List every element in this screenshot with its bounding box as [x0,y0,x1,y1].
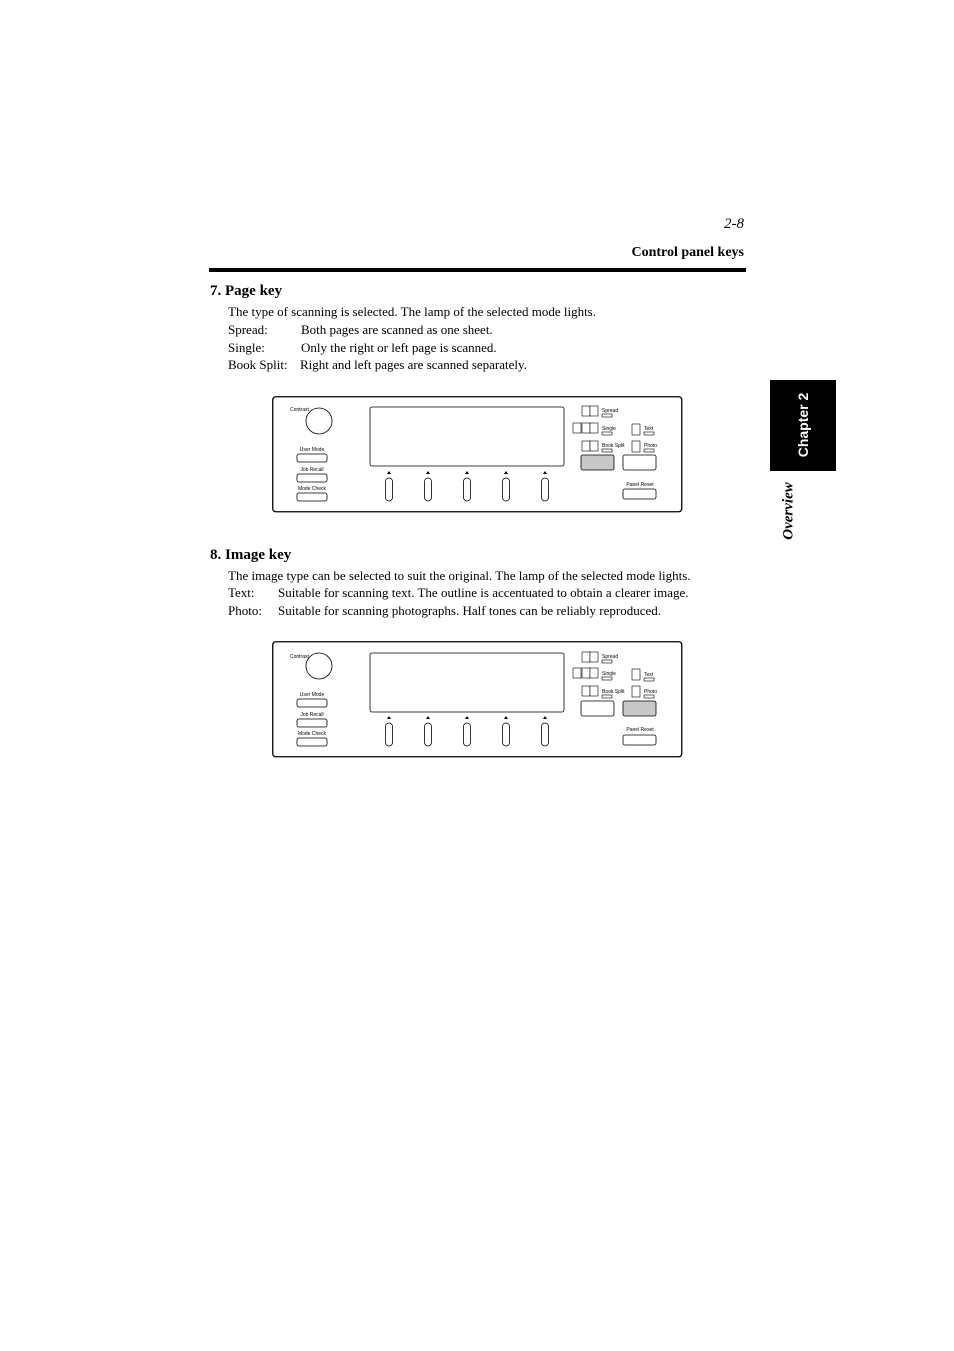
overview-label: Overview [780,482,797,540]
panel-reset-button [623,489,656,499]
book-split-icon-right [590,441,598,451]
user-mode-button [297,454,327,462]
user-mode-button [297,699,327,707]
text-label: Text [644,672,654,678]
panel-reset-label: Panel Reset [626,727,654,733]
function-key-5 [542,723,549,746]
page-number: 2-8 [724,216,744,232]
user-mode-label: User Mode [299,692,325,698]
image-key-intro: The image type can be selected to suit the original. The lamp of the selected mode lights. [228,568,691,583]
control-panel-figure-image-key [272,641,684,759]
job-recall-button [297,474,327,482]
contrast-dial [306,653,332,679]
single-label: Single [602,671,616,677]
photo-lamp [644,449,654,452]
contrast-dial [306,408,332,434]
definition-text [228,584,689,602]
control-panel-figure-page-key [272,396,684,514]
single-icon-mid [582,423,590,433]
user-mode-label: User Mode [299,447,325,453]
function-key-5 [542,478,549,501]
single-icon-left [573,668,581,678]
function-key-4 [503,478,510,501]
term-book-split: Book Split: [228,357,288,372]
desc-book-split: Right and left pages are scanned separately. [300,357,527,372]
image-key-heading: 8. Image key [210,547,292,563]
photo-label: Photo [644,689,658,695]
mode-check-label: Mode Check [297,486,327,492]
term-photo: Photo: [228,603,262,618]
desc-single: Only the right or left page is scanned. [301,340,497,355]
desc-spread: Both pages are scanned as one sheet. [301,322,493,337]
header-rule [209,268,746,272]
text-icon [632,669,640,680]
book-split-lamp [602,449,612,452]
function-key-4 [503,723,510,746]
spread-lamp [602,660,612,663]
spread-icon-right [590,652,598,662]
desc-photo: Suitable for scanning photographs. Half tones can be reliably reproduced. [278,603,662,618]
page-key [581,701,614,716]
term-single: Single: [228,340,265,355]
contrast-label: Contrast [290,654,309,660]
photo-icon [632,441,640,452]
text-lamp [644,678,654,681]
single-icon-right [590,668,598,678]
function-key-2 [425,478,432,501]
spread-icon-right [590,406,598,416]
panel-reset-label: Panel Reset [626,482,654,488]
book-split-icon-left [582,686,590,696]
definition-single [228,339,497,357]
contrast-label: Contrast [290,407,309,413]
definition-book-split [228,356,527,374]
function-key-3 [464,723,471,746]
book-split-label: Book Split [602,689,625,695]
photo-lamp [644,695,654,698]
page-key-heading: 7. Page key [210,283,283,299]
single-lamp [602,432,612,435]
single-label: Single [602,426,616,432]
text-icon [632,424,640,435]
spread-label: Spread [602,654,619,660]
function-key-3 [464,478,471,501]
single-lamp [602,677,612,680]
single-icon-right [590,423,598,433]
text-lamp [644,432,654,435]
lcd-display [370,407,564,466]
term-spread: Spread: [228,322,268,337]
spread-icon-left [582,652,590,662]
book-split-lamp [602,695,612,698]
term-text: Text: [228,585,255,600]
function-key-1 [386,723,393,746]
photo-label: Photo [644,443,658,449]
function-key-1 [386,478,393,501]
chapter-label: Chapter 2 [795,392,811,458]
job-recall-button [297,719,327,727]
job-recall-label: Job Recall [300,712,324,718]
photo-icon [632,686,640,697]
spread-lamp [602,414,612,417]
function-key-2 [425,723,432,746]
page-key-intro: The type of scanning is selected. The lamp of the selected mode lights. [228,304,596,319]
desc-text: Suitable for scanning text. The outline is accentuated to obtain a clearer image. [278,585,689,600]
mode-check-button [297,738,327,746]
single-icon-mid [582,668,590,678]
book-split-icon-left [582,441,590,451]
book-split-icon-right [590,686,598,696]
book-split-label: Book Split [602,443,625,449]
panel-reset-button [623,735,656,745]
spread-label: Spread [602,408,619,414]
mode-check-label: Mode Check [297,731,327,737]
page-key [581,455,614,470]
definition-photo [228,602,661,620]
image-key [623,455,656,470]
section-title: Control panel keys [631,245,744,260]
image-key [623,701,656,716]
definition-spread [228,321,493,339]
single-icon-left [573,423,581,433]
spread-icon-left [582,406,590,416]
mode-check-button [297,493,327,501]
job-recall-label: Job Recall [300,467,324,473]
lcd-display [370,653,564,712]
text-label: Text [644,426,654,432]
